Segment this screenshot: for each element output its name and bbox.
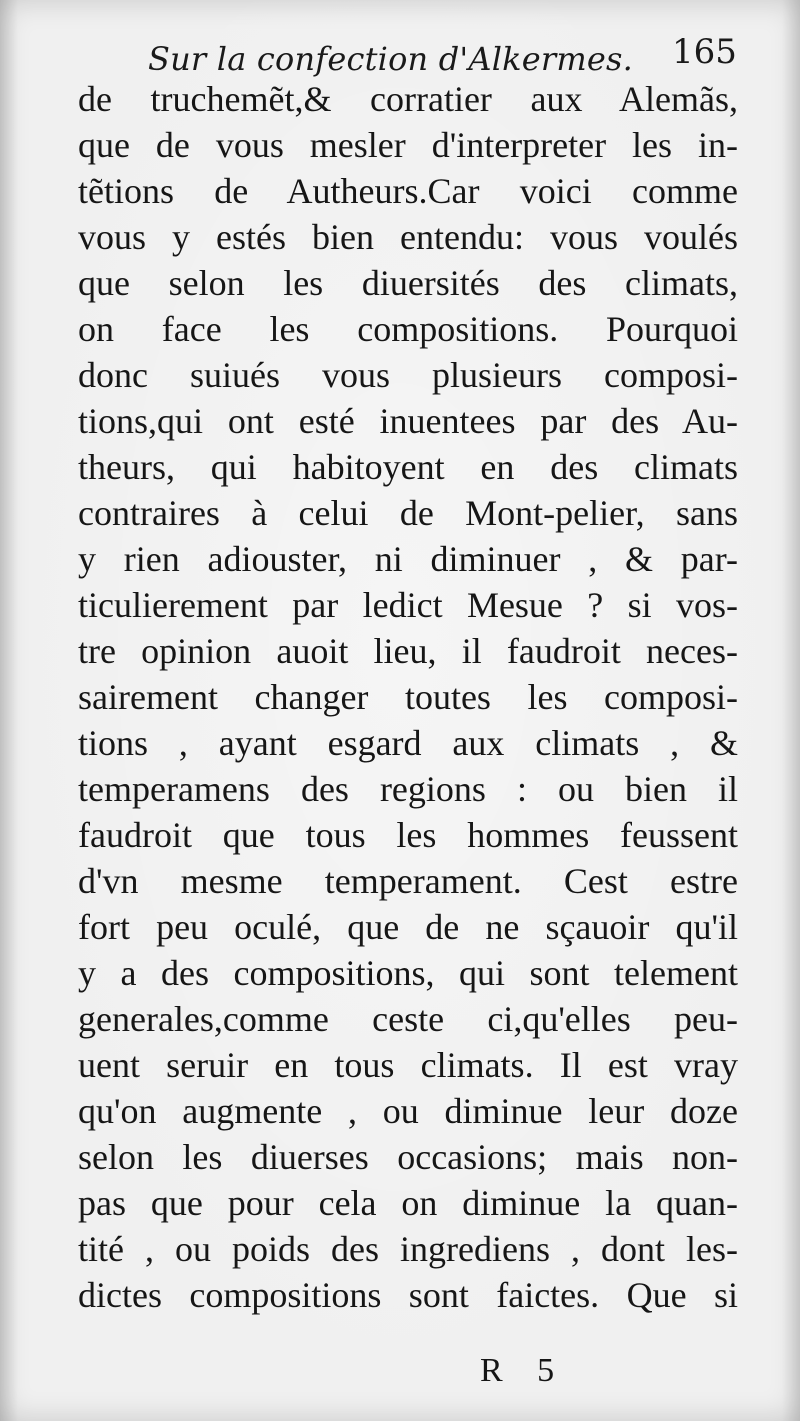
text-line: y a des compositions, qui sont telement bbox=[78, 953, 738, 993]
text-line: tẽtions de Autheurs.Car voici comme bbox=[78, 171, 738, 211]
running-head: Sur la confection d'Alkermes. bbox=[148, 40, 634, 78]
text-line: de truchemẽt,& corratier aux Alemãs, bbox=[78, 79, 738, 119]
text-line: faudroit que tous les hommes feussent bbox=[78, 815, 738, 855]
text-line: tité , ou poids des ingrediens , dont les- bbox=[78, 1229, 738, 1269]
text-line: temperamens des regions : ou bien il bbox=[78, 769, 738, 809]
text-line: que de vous mesler d'interpreter les in- bbox=[78, 125, 738, 165]
text-line: donc suiués vous plusieurs composi- bbox=[78, 355, 738, 395]
page-number: 165 bbox=[672, 32, 737, 72]
text-line: contraires à celui de Mont-pelier, sans bbox=[78, 493, 738, 533]
text-line: on face les compositions. Pourquoi bbox=[78, 309, 738, 349]
text-line: qu'on augmente , ou diminue leur doze bbox=[78, 1091, 738, 1131]
body-text bbox=[78, 76, 738, 1318]
text-line: que selon les diuersités des climats, bbox=[78, 263, 738, 303]
signature-mark: R 5 bbox=[480, 1352, 555, 1389]
text-line: selon les diuerses occasions; mais non- bbox=[78, 1137, 738, 1177]
text-line: d'vn mesme temperament. Cest estre bbox=[78, 861, 738, 901]
text-line: pas que pour cela on diminue la quan- bbox=[78, 1183, 738, 1223]
text-line: vous y estés bien entendu: vous voulés bbox=[78, 217, 738, 257]
text-line: fort peu oculé, que de ne sçauoir qu'il bbox=[78, 907, 738, 947]
text-line: dictes compositions sont faictes. Que si bbox=[78, 1275, 738, 1315]
text-line: tions,qui ont esté inuentees par des Au- bbox=[78, 401, 738, 441]
text-line: y rien adiouster, ni diminuer , & par- bbox=[78, 539, 738, 579]
text-line: ticulierement par ledict Mesue ? si vos- bbox=[78, 585, 738, 625]
text-line: theurs, qui habitoyent en des climats bbox=[78, 447, 738, 487]
text-line: tre opinion auoit lieu, il faudroit neces- bbox=[78, 631, 738, 671]
text-line: tions , ayant esgard aux climats , & bbox=[78, 723, 738, 763]
text-line: sairement changer toutes les composi- bbox=[78, 677, 738, 717]
text-line: uent seruir en tous climats. Il est vray bbox=[78, 1045, 738, 1085]
text-line: generales,comme ceste ci,qu'elles peu- bbox=[78, 999, 738, 1039]
